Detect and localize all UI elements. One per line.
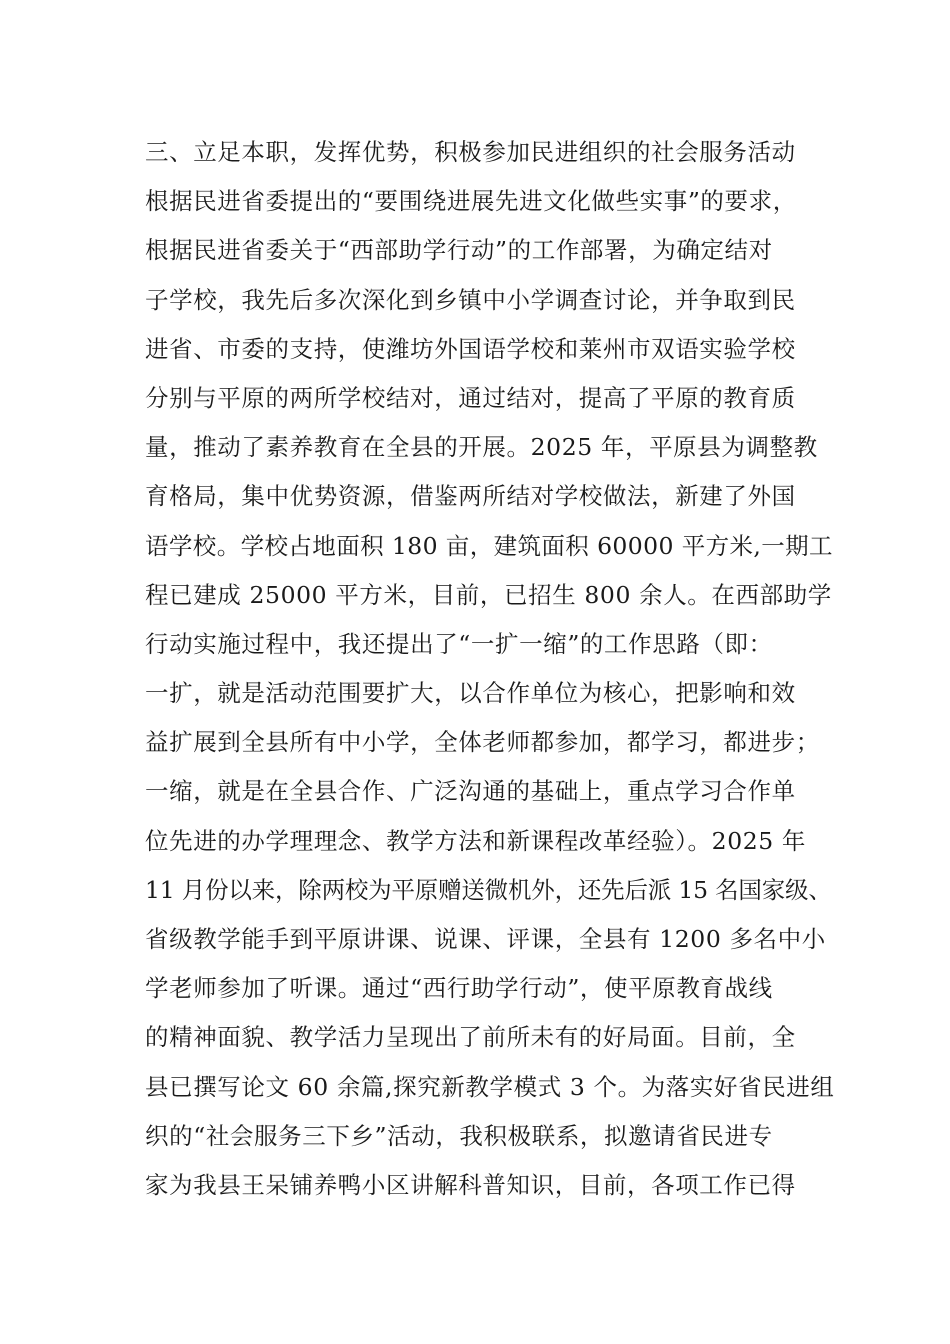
text-line: 进省、市委的支持，使潍坊外国语学校和莱州市双语实验学校 <box>145 334 796 363</box>
text-line: 子学校，我先后多次深化到乡镇中小学调查讨论，并争取到民 <box>145 285 796 314</box>
text-line: 程已建成 25000 平方米，目前，已招生 800 余人。在西部助学 <box>145 580 832 609</box>
text-line: 根据民进省委提出的“要围绕进展先进文化做些实事”的要求， <box>145 187 797 216</box>
text-line: 量，推动了素养教育在全县的开展。2025 年，平原县为调整教 <box>145 433 818 462</box>
body-text <box>145 128 835 1210</box>
text-line: 益扩展到全县所有中小学，全体老师都参加，都学习，都进步； <box>145 728 820 757</box>
text-line: 根据民进省委关于“西部助学行动”的工作部署，为确定结对 <box>145 236 773 265</box>
text-line: 省级教学能手到平原讲课、说课、评课，全县有 1200 多名中小 <box>145 925 826 953</box>
text-line: 育格局，集中优势资源，借鉴两所结对学校做法，新建了外国 <box>145 482 796 511</box>
text-line: 11 月份以来，除两校为平原赠送微机外，还先后派 15 名国家级、 <box>145 875 832 904</box>
text-line: 的精神面貌、教学活力呈现出了前所未有的好局面。目前，全 <box>145 1023 796 1052</box>
text-line: 一缩，就是在全县合作、广泛沟通的基础上，重点学习合作单 <box>145 777 796 806</box>
text-line: 位先进的办学理理念、教学方法和新课程改革经验）。2025 年 <box>145 826 807 855</box>
text-line: 行动实施过程中，我还提出了“一扩一缩”的工作思路（即： <box>145 629 773 658</box>
text-line: 分别与平原的两所学校结对，通过结对，提高了平原的教育质 <box>145 383 796 412</box>
text-line: 语学校。学校占地面积 180 亩，建筑面积 60000 平方米,一期工 <box>145 531 833 560</box>
text-line: 织的“社会服务三下乡”活动，我积极联系，拟邀请省民进专 <box>145 1121 773 1150</box>
text-line: 三、立足本职，发挥优势，积极参加民进组织的社会服务活动 <box>145 138 796 166</box>
text-line: 县已撰写论文 60 余篇,探究新教学模式 3 个。为落实好省民进组 <box>145 1072 835 1101</box>
text-line: 一扩，就是活动范围要扩大，以合作单位为核心，把影响和效 <box>145 679 796 708</box>
text-line: 学老师参加了听课。通过“西行助学行动”，使平原教育战线 <box>145 974 773 1003</box>
text-line: 家为我县王呆铺养鸭小区讲解科普知识，目前，各项工作已得 <box>145 1170 796 1199</box>
